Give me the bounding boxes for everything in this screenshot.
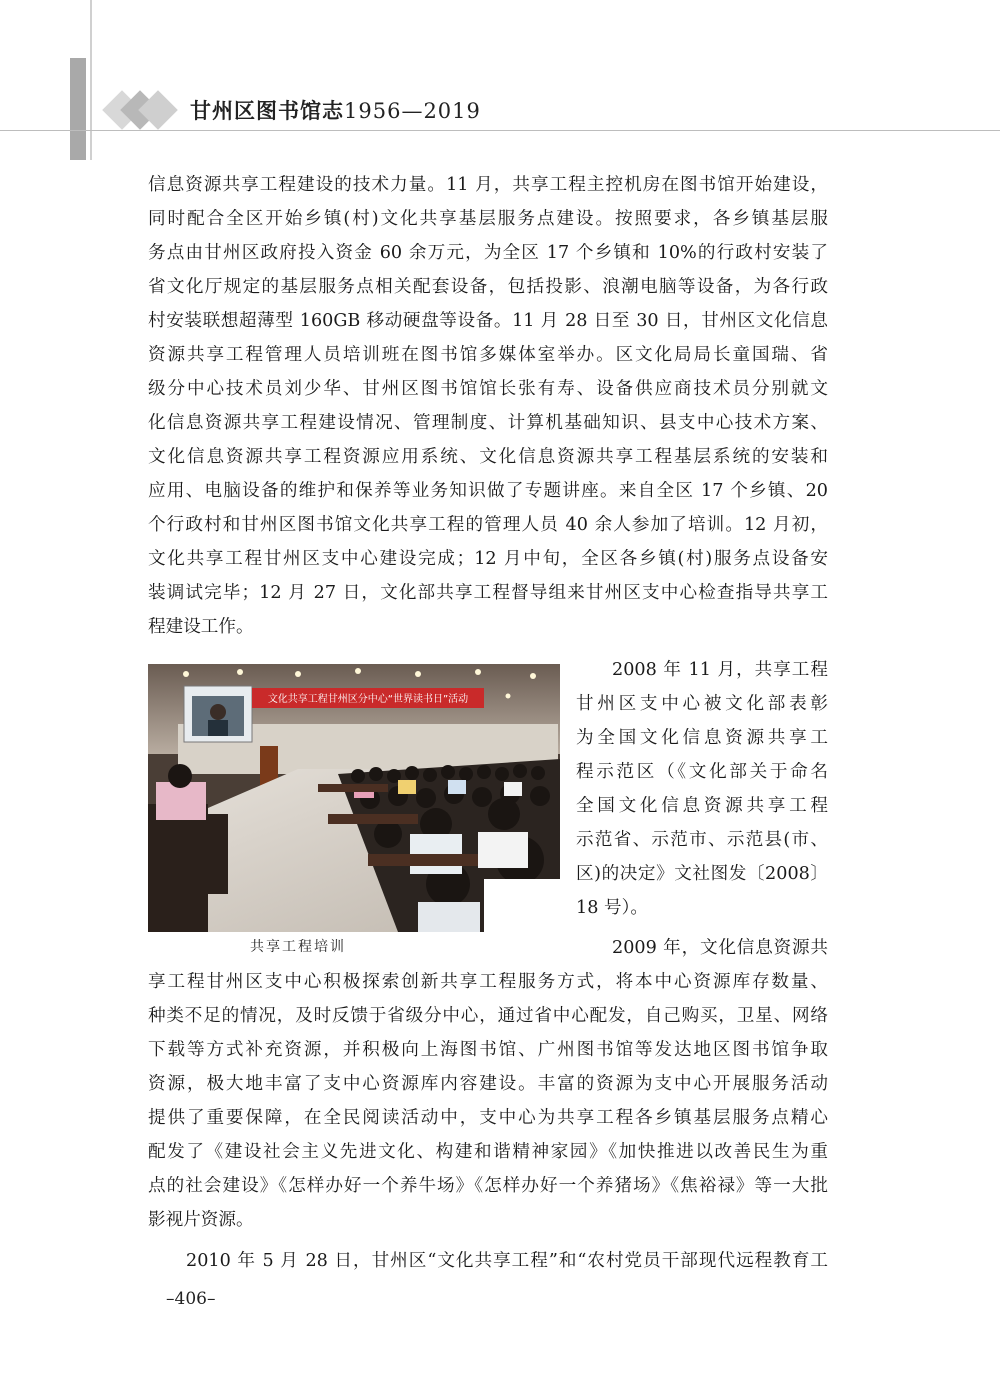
- text-line: 甘州区支中心被文化部表彰: [576, 694, 828, 714]
- text-line: 资源共享工程管理人员培训班在图书馆多媒体室举办。区文化局局长童国瑞、省: [148, 345, 828, 365]
- text-line: 点的社会建设》《怎样办好一个养牛场》《怎样办好一个养猪场》《焦裕禄》等一大批: [148, 1176, 828, 1196]
- header-gray-bar: [70, 58, 86, 160]
- text-line: 资源，极大地丰富了支中心资源库内容建设。丰富的资源为支中心开展服务活动: [148, 1074, 828, 1094]
- text-line: 提供了重要保障，在全民阅读活动中，支中心为共享工程各乡镇基层服务点精心: [148, 1108, 828, 1128]
- photo-caption: 共享工程培训: [250, 939, 346, 955]
- text-line: 2010 年 5 月 28 日，甘州区“文化共享工程”和“农村党员干部现代远程教育工: [186, 1251, 828, 1271]
- text-line: 务点由甘州区政府投入资金 60 余万元，为全区 17 个乡镇和 10%的行政村安装了: [148, 243, 828, 263]
- text-line: 省文化厅规定的基层服务点相关配套设备，包括投影、浪潮电脑等设备，为各行政: [148, 277, 828, 297]
- banner-text: 文化共享工程甘州区分中心“世界读书日”活动: [267, 694, 469, 705]
- header-horizontal-rule: [0, 130, 1000, 131]
- text-line: 下载等方式补充资源，并积极向上海图书馆、广州图书馆等发达地区图书馆争取: [148, 1040, 828, 1060]
- text-line: 2008 年 11 月，共享工程: [612, 660, 828, 680]
- book-years: 1956—2019: [344, 99, 481, 123]
- training-photo: [148, 664, 560, 932]
- text-line: 享工程甘州区支中心积极探索创新共享工程服务方式，将本中心资源库存数量、: [148, 972, 828, 992]
- text-line: 程建设工作。: [148, 617, 254, 637]
- running-header: [190, 95, 481, 125]
- text-line: 为全国文化信息资源共享工: [576, 728, 828, 748]
- text-line: 示范省、示范市、示范县(市、: [576, 830, 828, 850]
- text-line: 个行政村和甘州区图书馆文化共享工程的管理人员 40 余人参加了培训。12 月初，: [148, 515, 828, 535]
- book-title: 甘州区图书馆志: [190, 98, 344, 123]
- text-line: 全国文化信息资源共享工程: [576, 796, 828, 816]
- text-line: 区)的决定》文社图发〔2008〕: [576, 864, 828, 884]
- text-line: 文化信息资源共享工程资源应用系统、文化信息资源共享工程基层系统的安装和: [148, 447, 828, 467]
- text-line: 2009 年，文化信息资源共: [612, 938, 828, 958]
- header-vertical-rule: [90, 0, 92, 160]
- text-line: 装调试完毕；12 月 27 日，文化部共享工程督导组来甘州区支中心检查指导共享工: [148, 583, 828, 603]
- text-line: 程示范区（《文化部关于命名: [576, 762, 828, 782]
- text-line: 信息资源共享工程建设的技术力量。11 月，共享工程主控机房在图书馆开始建设，: [148, 175, 828, 195]
- text-line: 级分中心技术员刘少华、甘州区图书馆馆长张有寿、设备供应商技术员分别就文: [148, 379, 828, 399]
- text-line: 18 号）。: [576, 898, 648, 918]
- text-line: 影视片资源。: [148, 1210, 254, 1230]
- text-line: 应用、电脑设备的维护和保养等业务知识做了专题讲座。来自全区 17 个乡镇、20: [148, 481, 828, 501]
- text-line: 同时配合全区开始乡镇(村)文化共享基层服务点建设。按照要求，各乡镇基层服: [148, 209, 828, 229]
- text-line: 种类不足的情况，及时反馈于省级分中心，通过省中心配发，自己购买，卫星、网络: [148, 1006, 828, 1026]
- text-line: 配发了《建设社会主义先进文化、构建和谐精神家园》《加快推进以改善民生为重: [148, 1142, 828, 1162]
- text-line: 化信息资源共享工程建设情况、管理制度、计算机基础知识、县支中心技术方案、: [148, 413, 828, 433]
- page-number: –406–: [166, 1289, 216, 1309]
- text-line: 村安装联想超薄型 160GB 移动硬盘等设备。11 月 28 日至 30 日，甘州区文化信息: [148, 311, 828, 331]
- text-line: 文化共享工程甘州区支中心建设完成；12 月中旬，全区各乡镇(村)服务点设备安: [148, 549, 828, 569]
